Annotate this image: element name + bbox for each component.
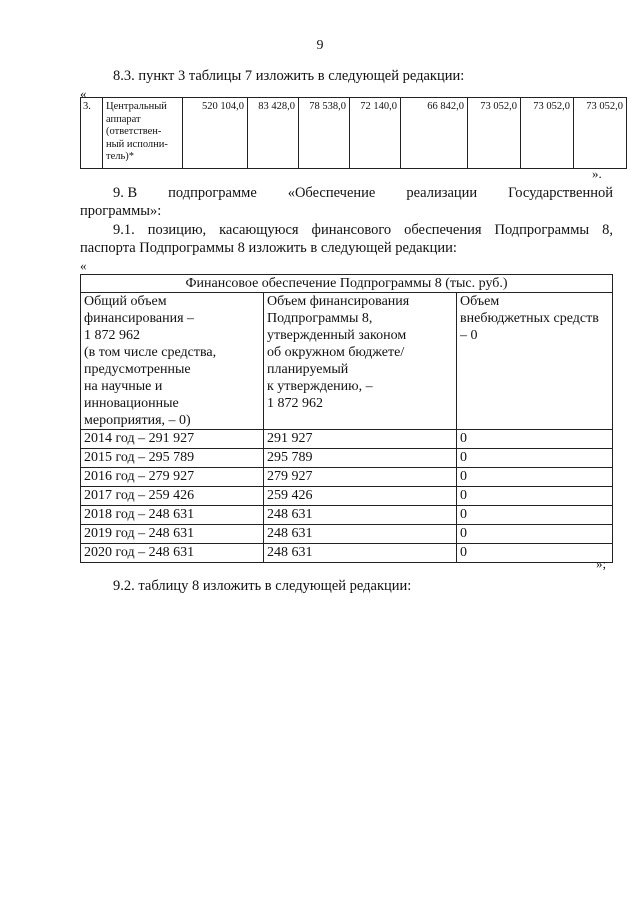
table-row: 2018 год – 248 631 248 631 0 bbox=[81, 506, 613, 525]
close-quote: ». bbox=[592, 166, 602, 181]
table-header-row bbox=[81, 293, 613, 430]
row-name: Центральный аппарат (ответствен- ный исполни- тель)* bbox=[103, 98, 183, 169]
paragraph-9-1-line1: 9.1. позицию, касающуюся финансового обеспечения Подпрограммы 8, bbox=[113, 222, 613, 238]
cell-value: 66 842,0 bbox=[401, 98, 468, 169]
table-caption-row bbox=[81, 275, 613, 293]
header-budget: Объем финансирования Подпрограммы 8, утвержденный законом об окружном бюджете/ планируемый к утверждению, – 1 872 962 bbox=[264, 293, 457, 430]
table-row: 2019 год – 248 631 248 631 0 bbox=[81, 525, 613, 544]
cell-value: 72 140,0 bbox=[350, 98, 401, 169]
table-row: 2015 год – 295 789 295 789 0 bbox=[81, 449, 613, 468]
table-caption: Финансовое обеспечение Подпрограммы 8 (тыс. руб.) bbox=[81, 275, 613, 293]
table7-row-3 bbox=[80, 97, 627, 169]
cell-value: 73 052,0 bbox=[574, 98, 627, 169]
row-number: 3. bbox=[81, 98, 103, 169]
paragraph-8-3: 8.3. пункт 3 таблицы 7 изложить в следующей редакции: bbox=[113, 68, 465, 84]
header-extrabudget: Объем внебюджетных средств – 0 bbox=[457, 293, 613, 430]
paragraph-9-1-line2: паспорта Подпрограммы 8 изложить в следующей редакции: bbox=[80, 240, 457, 256]
cell-value: 83 428,0 bbox=[248, 98, 299, 169]
cell-value: 78 538,0 bbox=[299, 98, 350, 169]
table-row: 2017 год – 259 426 259 426 0 bbox=[81, 487, 613, 506]
financing-table bbox=[80, 274, 613, 563]
page-number: 9 bbox=[316, 38, 324, 53]
paragraph-9-line1: 9. В подпрограмме «Обеспечение реализации Государственной bbox=[113, 185, 613, 201]
close-quote: »; bbox=[596, 556, 607, 571]
table-row: 2020 год – 248 631 248 631 0 bbox=[81, 544, 613, 563]
cell-value: 73 052,0 bbox=[468, 98, 521, 169]
cell-total: 520 104,0 bbox=[183, 98, 248, 169]
paragraph-9-line2: программы»: bbox=[80, 203, 162, 219]
paragraph-9-2: 9.2. таблицу 8 изложить в следующей редакции: bbox=[113, 578, 412, 594]
cell-value: 73 052,0 bbox=[521, 98, 574, 169]
table-row bbox=[81, 98, 627, 169]
open-quote: « bbox=[80, 258, 87, 273]
open-quote: « bbox=[80, 86, 87, 101]
header-total: Общий объем финансирования – 1 872 962 (в том числе средства, предусмотренные на научные и инновационные мероприятия, – 0) bbox=[81, 293, 264, 430]
table-row: 2016 год – 279 927 279 927 0 bbox=[81, 468, 613, 487]
table-row: 2014 год – 291 927 291 927 0 bbox=[81, 430, 613, 449]
